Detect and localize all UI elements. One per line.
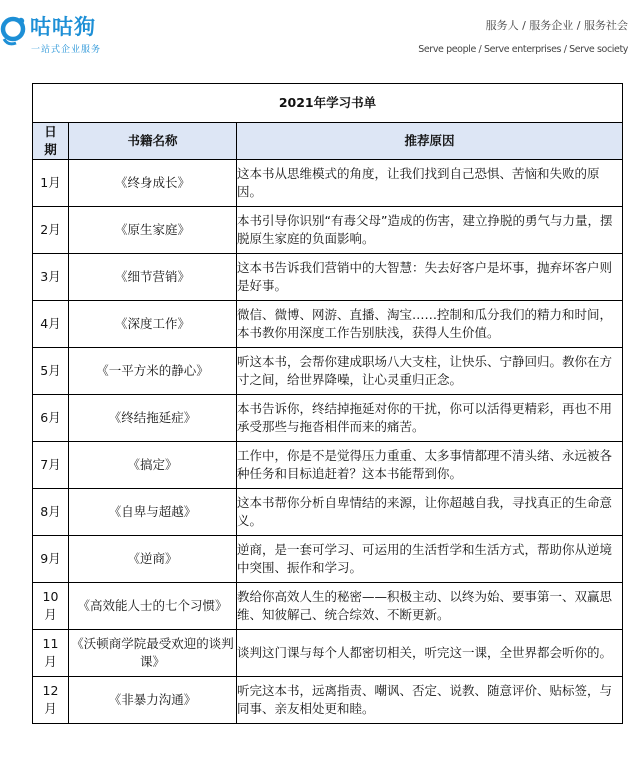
table-title: 2021年学习书单 — [33, 84, 623, 123]
column-header-reason: 推荐原因 — [237, 123, 623, 160]
tagline-english: Serve people / Serve enterprises / Serve society — [418, 44, 628, 55]
table-row — [33, 348, 623, 395]
brand-name: 咕咕狗 — [30, 15, 96, 39]
book-name-cell: 《非暴力沟通》 — [69, 677, 237, 724]
month-cell: 4月 — [33, 301, 69, 348]
book-name-cell: 《高效能人士的七个习惯》 — [69, 583, 237, 630]
month-cell: 3月 — [33, 254, 69, 301]
table-row — [33, 207, 623, 254]
month-cell: 2月 — [33, 207, 69, 254]
month-cell: 9月 — [33, 536, 69, 583]
column-header-name: 书籍名称 — [69, 123, 237, 160]
reason-cell: 这本书帮你分析自卑情结的来源，让你超越自我，寻找真正的生命意义。 — [237, 489, 623, 536]
table-row — [33, 677, 623, 724]
brand-slogan: 一站式企业服务 — [31, 45, 102, 55]
reason-cell: 微信、微博、网游、直播、淘宝……控制和瓜分我们的精力和时间，本书教你用深度工作告别肤浅，获得人生价值。 — [237, 301, 623, 348]
reason-cell: 这本书告诉我们营销中的大智慧：失去好客户是坏事，抛弃坏客户则是好事。 — [237, 254, 623, 301]
book-list-table — [32, 83, 623, 724]
book-name-cell: 《搞定》 — [69, 442, 237, 489]
book-name-cell: 《终结拖延症》 — [69, 395, 237, 442]
bird-logo-icon — [0, 10, 30, 48]
month-cell: 5月 — [33, 348, 69, 395]
reason-cell: 这本书从思维模式的角度，让我们找到自己恐惧、苦恼和失败的原因。 — [237, 160, 623, 207]
month-header-text: 日 期 — [44, 124, 57, 157]
reason-cell: 逆商，是一套可学习、可运用的生活哲学和生活方式，帮助你从逆境中突围、振作和学习。 — [237, 536, 623, 583]
table-row — [33, 583, 623, 630]
table-row — [33, 442, 623, 489]
month-cell: 8月 — [33, 489, 69, 536]
month-cell: 7月 — [33, 442, 69, 489]
column-header-month — [33, 123, 69, 160]
month-cell: 6月 — [33, 395, 69, 442]
table-header-row — [33, 123, 623, 160]
table-row — [33, 395, 623, 442]
month-cell: 1月 — [33, 160, 69, 207]
month-cell: 10 月 — [33, 583, 69, 630]
table-row — [33, 160, 623, 207]
book-name-cell: 《终身成长》 — [69, 160, 237, 207]
reason-cell: 听完这本书，远离指责、嘲讽、否定、说教、随意评价、贴标签，与同事、亲友相处更和睦。 — [237, 677, 623, 724]
book-name-cell: 《深度工作》 — [69, 301, 237, 348]
month-cell: 12 月 — [33, 677, 69, 724]
table-row — [33, 301, 623, 348]
reason-cell: 本书告诉你，终结掉拖延对你的干扰，你可以活得更精彩，再也不用承受那些与拖沓相伴而来的痛苦。 — [237, 395, 623, 442]
table-row — [33, 536, 623, 583]
reason-cell: 听这本书，会帮你建成职场八大支柱，让快乐、宁静回归。教你在方寸之间，给世界降噪，让心灵重归正念。 — [237, 348, 623, 395]
page-header — [0, 0, 640, 80]
table-row — [33, 254, 623, 301]
book-name-cell: 《细节营销》 — [69, 254, 237, 301]
reason-cell: 教给你高效人生的秘密——积极主动、以终为始、要事第一、双赢思维、知彼解己、统合综效、不断更新。 — [237, 583, 623, 630]
tagline-chinese: 服务人 / 服务企业 / 服务社会 — [485, 19, 628, 32]
reason-cell: 谈判这门课与每个人都密切相关，听完这一课，全世界都会听你的。 — [237, 630, 623, 677]
book-name-cell: 《逆商》 — [69, 536, 237, 583]
month-cell: 11 月 — [33, 630, 69, 677]
book-name-cell: 《自卑与超越》 — [69, 489, 237, 536]
reason-cell: 本书引导你识别“有毒父母”造成的伤害，建立挣脱的勇气与力量，摆脱原生家庭的负面影响。 — [237, 207, 623, 254]
book-name-cell: 《沃顿商学院最受欢迎的谈判课》 — [69, 630, 237, 677]
table-row — [33, 630, 623, 677]
book-name-cell: 《一平方米的静心》 — [69, 348, 237, 395]
reason-cell: 工作中，你是不是觉得压力重重、太多事情都理不清头绪、永远被各种任务和目标追赶着？这本书能帮到你。 — [237, 442, 623, 489]
book-name-cell: 《原生家庭》 — [69, 207, 237, 254]
brand-logo[interactable] — [0, 6, 150, 55]
table-row — [33, 489, 623, 536]
